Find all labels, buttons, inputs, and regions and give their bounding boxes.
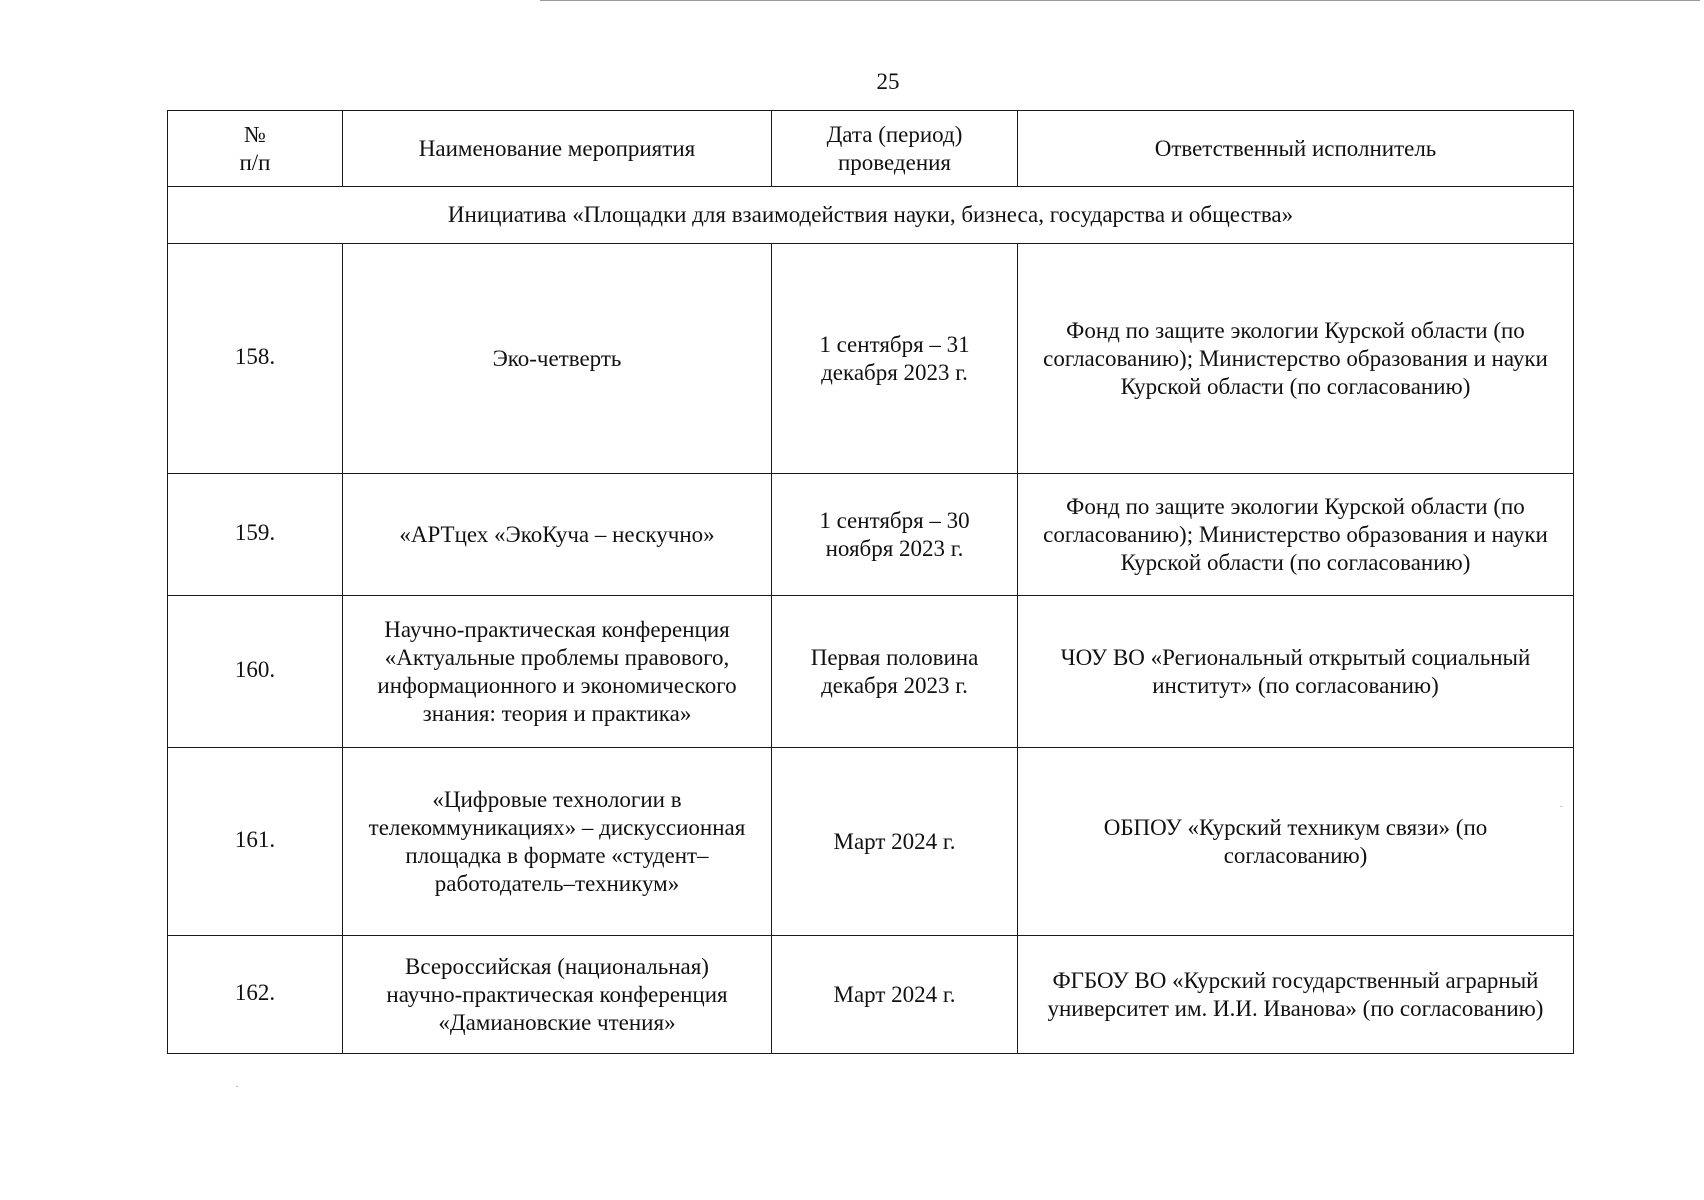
event-responsible: Фонд по защите экологии Курской области (по согласованию); Министерство образования и науки Курской области (по согласованию) xyxy=(1018,244,1574,474)
row-number: 159. xyxy=(168,474,343,596)
event-date: Март 2024 г. xyxy=(772,748,1018,936)
event-responsible: Фонд по защите экологии Курской области (по согласованию); Министерство образования и науки Курской области (по согласованию) xyxy=(1018,474,1574,596)
event-name: Всероссийская (национальная) научно-практическая конференция «Дамиановские чтения» xyxy=(343,936,772,1054)
table-row xyxy=(168,936,1574,1054)
header-num: № п/п xyxy=(168,111,343,187)
event-date: 1 сентября – 30 ноября 2023 г. xyxy=(772,474,1018,596)
header-date: Дата (период) проведения xyxy=(772,111,1018,187)
table-row xyxy=(168,748,1574,936)
row-number: 160. xyxy=(168,596,343,748)
section-title: Инициатива «Площадки для взаимодействия науки, бизнеса, государства и общества» xyxy=(168,187,1574,244)
scan-top-rule xyxy=(540,0,1700,1)
event-date: Первая половина декабря 2023 г. xyxy=(772,596,1018,748)
row-number: 158. xyxy=(168,244,343,474)
table-row xyxy=(168,244,1574,474)
row-number: 161. xyxy=(168,748,343,936)
event-date: 1 сентября – 31 декабря 2023 г. xyxy=(772,244,1018,474)
event-name: «Цифровые технологии в телекоммуникациях» – дискуссионная площадка в формате «студент– работодатель–техникум» xyxy=(343,748,772,936)
event-responsible: ФГБОУ ВО «Курский государственный аграрный университет им. И.И. Иванова» (по согласованию) xyxy=(1018,936,1574,1054)
event-date: Март 2024 г. xyxy=(772,936,1018,1054)
page-number: 25 xyxy=(876,69,900,94)
header-responsible: Ответственный исполнитель xyxy=(1018,111,1574,187)
header-name: Наименование мероприятия xyxy=(343,111,772,187)
table-header-row xyxy=(168,111,1574,187)
event-responsible: ЧОУ ВО «Региональный открытый социальный институт» (по согласованию) xyxy=(1018,596,1574,748)
event-name: Научно-практическая конференция «Актуальные проблемы правового, информационного и экономического знания: теория и практика» xyxy=(343,596,772,748)
section-row xyxy=(168,187,1574,244)
scan-speck xyxy=(236,1086,238,1087)
event-responsible: ОБПОУ «Курский техникум связи» (по согласованию) xyxy=(1018,748,1574,936)
table-row xyxy=(168,596,1574,748)
table-row xyxy=(168,474,1574,596)
scan-speck xyxy=(1560,806,1563,807)
event-name: Эко-четверть xyxy=(343,244,772,474)
event-name: «АРТцех «ЭкоКуча – нескучно» xyxy=(343,474,772,596)
row-number: 162. xyxy=(168,936,343,1054)
events-table xyxy=(167,110,1574,1054)
